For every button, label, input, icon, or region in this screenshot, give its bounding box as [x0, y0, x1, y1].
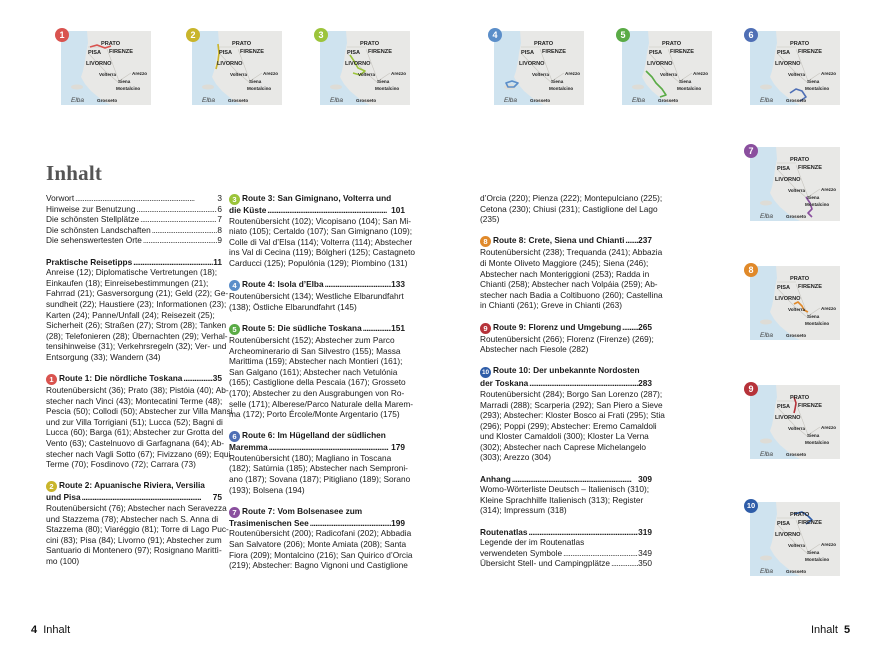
section-body	[46, 267, 229, 362]
toc-route-7	[229, 505, 413, 571]
toc-entry[interactable]: Übersicht Stell- und Campingplätze . . . 350	[480, 558, 652, 569]
route-map-badge: 3	[314, 28, 328, 42]
map-label-livorno: LIVORNO	[775, 415, 801, 421]
toc-route-heading[interactable]: 7 Route 7: Vom Bolsenasee zum	[229, 506, 405, 518]
toc-route-heading-cont[interactable]: Maremma . . . 179	[229, 442, 405, 453]
map-label-volterra: Volterra	[788, 426, 806, 431]
toc-text-line: mo (100)	[46, 556, 80, 566]
map-label-firenze: FIRENZE	[798, 403, 822, 409]
map-label-volterra: Volterra	[788, 307, 806, 312]
route-map-badge: 2	[186, 28, 200, 42]
toc-text-line: ma (172); Porto Ércole/Monte Argentario (175)	[229, 409, 400, 420]
elba-island	[330, 85, 342, 90]
route-map-2	[192, 31, 282, 105]
toc-route-7-continued	[480, 193, 663, 225]
section-body	[229, 291, 405, 312]
toc-column-1	[46, 193, 233, 577]
map-label-montalcino: Montalcino	[805, 86, 830, 91]
route-map-5	[622, 31, 712, 105]
toc-text-line: (219); Abstecher: Bagno Vignoni und Castiglione	[229, 560, 408, 571]
toc-text-line: stecher nach Vagli Sotto (67); Fivizzano (69); Equi	[46, 448, 231, 459]
toc-text-line: ins Val di Cecina (119); Bólgheri (125); Castagneto	[229, 247, 416, 258]
toc-route-heading[interactable]: 3 Route 3: San Gimignano, Volterra und	[229, 193, 405, 205]
route-number-badge: 6	[229, 431, 240, 442]
toc-route-heading[interactable]: 10 Route 10: Der unbekannte Nordosten	[481, 365, 640, 377]
map-label-grosseto: Grosseto	[658, 98, 679, 103]
toc-text-line: Routenübersicht (180); Magliano in Toscana	[229, 452, 392, 463]
map-label-pisa: PISA	[219, 50, 233, 56]
toc-routenatlas	[480, 527, 652, 569]
map-label-firenze: FIRENZE	[670, 49, 694, 55]
toc-entry[interactable]: Hinweise zur Benutzung . . . 6	[46, 204, 222, 215]
page-number: 5	[844, 624, 851, 636]
map-label-firenze: FIRENZE	[798, 520, 822, 526]
map-label-elba: Elba	[504, 97, 518, 104]
route-map-badge: 1	[55, 28, 69, 42]
map-label-livorno: LIVORNO	[647, 61, 673, 67]
map-label-grosseto: Grosseto	[786, 98, 807, 103]
route-number-badge: 7	[229, 507, 240, 518]
map-label-volterra: Volterra	[788, 543, 806, 548]
map-label-firenze: FIRENZE	[798, 49, 822, 55]
section-body	[229, 215, 416, 269]
toc-text-line: (314); Impressum (318)	[480, 505, 567, 516]
toc-route-4	[229, 279, 405, 312]
map-label-firenze: FIRENZE	[798, 284, 822, 290]
map-label-livorno: LIVORNO	[775, 177, 801, 183]
section-body	[480, 334, 652, 355]
map-label-montalcino: Montalcino	[805, 202, 830, 207]
toc-praktische-reisetipps	[46, 256, 229, 363]
toc-route-6	[229, 430, 411, 495]
section-body	[229, 334, 413, 420]
map-label-prato: PRATO	[790, 276, 810, 282]
map-label-siena: Siena	[807, 433, 820, 438]
map-label-arezzo: Arezzo	[132, 71, 148, 76]
section-body	[229, 528, 413, 571]
toc-text-line: Routenübersicht (134); Westliche Elbarundfahrt	[229, 291, 404, 302]
toc-text-line: Routenübersicht (200); Radicofani (202); Abbadia	[229, 528, 412, 539]
route-map-4	[494, 31, 584, 105]
toc-text-line: San Galgano (161); Abstecher nach Vetulónia	[229, 366, 398, 377]
map-label-montalcino: Montalcino	[805, 321, 830, 326]
map-label-grosseto: Grosseto	[356, 98, 377, 103]
map-label-pisa: PISA	[649, 50, 663, 56]
toc-text-line: Marradi (288); Scarperia (292); San Piero a Sieve	[480, 399, 663, 410]
map-label-elba: Elba	[760, 332, 774, 339]
toc-text-line: cini (83); Pisa (84); Livorno (91); Abstecher zum	[46, 534, 222, 545]
route-number-badge: 4	[229, 280, 240, 291]
map-label-firenze: FIRENZE	[542, 49, 566, 55]
elba-island	[760, 201, 772, 206]
toc-text-line: Colle di Val d’Elsa (114); Volterra (114); Abstecher	[229, 236, 413, 247]
toc-text-line: (293); Abstecher: Kloster Bosco ai Frati (295); Stia	[480, 410, 665, 421]
toc-entry[interactable]: Die schönsten Landschaften . . . 8	[46, 225, 222, 236]
toc-text-line: d’Orcia (220); Pienza (222); Montepulciano (225);	[480, 193, 663, 203]
map-label-siena: Siena	[807, 79, 820, 84]
toc-route-heading[interactable]: 6 Route 6: Im Hügelland der südlichen	[229, 430, 405, 442]
toc-route-3	[229, 193, 416, 269]
map-label-firenze: FIRENZE	[368, 49, 392, 55]
section-body	[480, 247, 663, 311]
toc-text-line: (138); Östliche Elbarundfahrt (145)	[229, 301, 357, 312]
toc-route-2	[46, 480, 229, 566]
map-label-livorno: LIVORNO	[775, 532, 801, 538]
map-label-arezzo: Arezzo	[693, 71, 709, 76]
toc-route-10	[480, 365, 665, 463]
toc-route-heading[interactable]: 1 Route 1: Die nördliche Toskana . . . 35	[46, 373, 222, 385]
toc-route-heading-cont[interactable]: der Toskana . . . 283	[480, 378, 652, 389]
route-number-badge: 10	[481, 369, 490, 377]
toc-text-line: Entsorgung (33); Wandern (34)	[46, 351, 161, 362]
map-label-elba: Elba	[760, 451, 774, 458]
toc-text-line: ano (187); Sovana (187); Pitigliano (189); Sorano	[229, 474, 411, 485]
map-label-volterra: Volterra	[230, 72, 248, 77]
toc-route-9	[480, 322, 652, 355]
map-label-elba: Elba	[632, 97, 646, 104]
route-map-badge: 8	[744, 263, 758, 277]
toc-text-line: sundheit (22); Haustiere (23); Informationen (23);	[46, 298, 227, 309]
route-number-badge: 2	[46, 481, 57, 492]
map-label-firenze: FIRENZE	[109, 49, 133, 55]
map-label-montalcino: Montalcino	[805, 440, 830, 445]
toc-text-line: Routenübersicht (238); Trequanda (241); Abbazia	[480, 247, 663, 258]
toc-route-heading[interactable]: 9 Route 9: Florenz und Umgebung . . . 265	[480, 322, 652, 334]
route-map-1	[61, 31, 151, 105]
map-label-arezzo: Arezzo	[821, 71, 837, 76]
map-label-pisa: PISA	[347, 50, 361, 56]
map-label-siena: Siena	[679, 79, 692, 84]
map-label-arezzo: Arezzo	[821, 306, 837, 311]
page-number: 4	[31, 624, 38, 636]
toc-line: Legende der im Routenatlas	[480, 537, 585, 548]
map-label-pisa: PISA	[521, 50, 535, 56]
toc-section-heading[interactable]: Routenatlas . . . 319	[480, 527, 652, 538]
map-label-siena: Siena	[118, 79, 131, 84]
toc-text-line: niato (105); Certaldo (107); San Gimignano (109);	[229, 226, 413, 237]
map-label-volterra: Volterra	[660, 72, 678, 77]
toc-route-heading[interactable]: 2 Route 2: Apuanische Riviera, Versilia	[46, 480, 222, 492]
map-label-grosseto: Grosseto	[530, 98, 551, 103]
map-label-volterra: Volterra	[99, 72, 117, 77]
map-label-grosseto: Grosseto	[786, 214, 807, 219]
toc-text-line: Lucca (60); Barga (61); Abstecher zur Grotta del	[46, 427, 224, 438]
route-map-badge: 5	[616, 28, 630, 42]
map-label-livorno: LIVORNO	[775, 296, 801, 302]
toc-text-line: Abstecher nach Fiesole (282)	[480, 344, 589, 355]
route-map-7	[750, 147, 840, 221]
route-number-badge: 1	[46, 374, 57, 385]
toc-text-line: (302); Abstecher nach Caprese Michelangelo	[480, 441, 647, 452]
toc-section-heading[interactable]: Praktische Reisetipps . . . 11	[46, 257, 222, 268]
toc-text-line: Carducci (125); Populónia (129); Piombino (131)	[229, 257, 408, 268]
elba-island	[71, 85, 83, 90]
toc-text-line: selle (171); Alberese/Parco Naturale della Marem-	[229, 398, 413, 409]
map-label-elba: Elba	[760, 568, 774, 575]
toc-route-heading-cont[interactable]: und Pisa . . . 75	[46, 492, 222, 503]
route-map-badge: 7	[744, 144, 758, 158]
route-map-3	[320, 31, 410, 105]
toc-text-line: (170); Abstecher zu den Ausgrabungen von Ro-	[229, 387, 405, 398]
map-label-firenze: FIRENZE	[798, 165, 822, 171]
map-label-prato: PRATO	[534, 41, 554, 47]
route-number-badge: 9	[480, 323, 491, 334]
toc-route-heading[interactable]: 5 Route 5: Die südliche Toskana . . . 151	[229, 323, 405, 335]
toc-text-line: Chianti (258); Abstecher nach Volpáia (259); Ab-	[480, 279, 658, 290]
section-body	[229, 452, 411, 495]
toc-text-line: Cetona (230); Chiusi (231); Castiglione del Lago	[480, 203, 658, 214]
toc-text-line: Archeominerario di San Silvestro (155); Massa	[229, 345, 401, 356]
toc-text-line: Pescia (50); Collodi (50); Abstecher zur Villa Mansi	[46, 406, 233, 417]
map-label-pisa: PISA	[777, 166, 791, 172]
map-label-pisa: PISA	[88, 50, 102, 56]
map-label-arezzo: Arezzo	[821, 542, 837, 547]
map-label-grosseto: Grosseto	[786, 333, 807, 338]
map-label-grosseto: Grosseto	[228, 98, 249, 103]
toc-text-line: tensihinweise (31); Verkehrsregeln (32); Ver- und	[46, 341, 227, 352]
elba-island	[202, 85, 214, 90]
map-label-prato: PRATO	[790, 157, 810, 163]
toc-route-heading-cont[interactable]: Trasimenischen See . . . 199	[229, 518, 405, 529]
map-label-montalcino: Montalcino	[247, 86, 272, 91]
toc-text-line: und Kloster Camaldoli (300); Kloster La Verna	[480, 431, 649, 442]
map-label-livorno: LIVORNO	[519, 61, 545, 67]
map-label-arezzo: Arezzo	[821, 187, 837, 192]
toc-text-line: Fahrrad (21); Gasversorgung (21); Geld (22); Ge-	[46, 288, 229, 299]
toc-text-line: (193); Bolsena (194)	[229, 484, 305, 495]
map-label-prato: PRATO	[662, 41, 682, 47]
map-label-siena: Siena	[249, 79, 262, 84]
toc-route-8	[480, 235, 663, 311]
toc-text-line: Einkaufen (18); Einreisebestimmungen (21);	[46, 277, 209, 288]
toc-entry[interactable]: verwendeten Symbole . . . 349	[480, 548, 652, 559]
toc-route-5	[229, 322, 413, 420]
map-label-volterra: Volterra	[788, 72, 806, 77]
elba-island	[760, 556, 772, 561]
toc-text-line: Anreise (12); Diplomatische Vertretungen (18);	[46, 267, 218, 278]
map-label-montalcino: Montalcino	[375, 86, 400, 91]
map-label-arezzo: Arezzo	[391, 71, 407, 76]
toc-route-1	[46, 373, 233, 470]
toc-text-line: Routenübersicht (102); Vicopisano (104); San Mi-	[229, 215, 412, 226]
elba-island	[760, 85, 772, 90]
map-label-pisa: PISA	[777, 521, 791, 527]
page-title: Inhalt	[46, 161, 103, 185]
route-map-9	[750, 385, 840, 459]
map-label-elba: Elba	[202, 97, 216, 104]
section-body	[46, 503, 229, 567]
section-body	[46, 385, 233, 470]
map-label-siena: Siena	[807, 314, 820, 319]
toc-text-line: Abstecher nach Monteriggioni (253); Radda in	[480, 268, 650, 279]
map-label-prato: PRATO	[790, 41, 810, 47]
map-label-montalcino: Montalcino	[549, 86, 574, 91]
map-label-siena: Siena	[807, 550, 820, 555]
toc-text-line: stecher nach Vinci (43); Montecatini Terme (48);	[46, 395, 223, 406]
toc-text-line: (296); Poppi (299); Abstecher: Eremo Camaldoli	[480, 420, 657, 431]
toc-text-line: und zur Villa Torrigiani (51); Lucca (52); Bagni di	[46, 416, 223, 427]
toc-text-line: Sicherheit (26); Straßen (27); Strom (28); Tanken	[46, 320, 227, 331]
route-number-badge: 5	[229, 324, 240, 335]
map-label-pisa: PISA	[777, 404, 791, 410]
map-label-prato: PRATO	[790, 395, 810, 401]
toc-section-heading[interactable]: Anhang . . . 309	[480, 474, 652, 485]
route-map-badge: 4	[488, 28, 502, 42]
toc-text-line: stecher nach Badia a Coltibuono (260); Castellina	[480, 289, 663, 300]
map-label-grosseto: Grosseto	[97, 98, 118, 103]
toc-text-line: in Chianti (261); Greve in Chianti (263)	[480, 300, 623, 311]
toc-text-line: (182); Satúrnia (185); Abstecher nach Semproni-	[229, 463, 408, 474]
map-label-siena: Siena	[377, 79, 390, 84]
toc-text-line: Terme (70); Fosdinovo (72); Carrara (73)	[46, 459, 196, 470]
route-map-10	[750, 502, 840, 576]
toc-route-heading[interactable]: 4 Route 4: Isola d’Elba . . . 133	[229, 279, 405, 291]
toc-text-line: Routenübersicht (152); Abstecher zum Parco	[229, 334, 395, 345]
map-label-arezzo: Arezzo	[821, 425, 837, 430]
route-map-badge: 6	[744, 28, 758, 42]
map-label-volterra: Volterra	[788, 188, 806, 193]
route-map-badge: 10	[744, 499, 758, 513]
footer-left	[31, 624, 70, 636]
map-label-arezzo: Arezzo	[565, 71, 581, 76]
route-map-8	[750, 266, 840, 340]
map-label-elba: Elba	[760, 97, 774, 104]
toc-text-line: Karten (24); Panne/Unfall (24); Reisezeit (25);	[46, 309, 215, 320]
toc-text-line: (303); Arezzo (304)	[480, 452, 552, 463]
map-label-siena: Siena	[551, 79, 564, 84]
map-label-livorno: LIVORNO	[86, 61, 112, 67]
map-label-elba: Elba	[760, 213, 774, 220]
toc-text-line: Marittima (159); Abstecher nach Montieri (161);	[229, 356, 403, 367]
footer-label: Inhalt	[43, 624, 71, 636]
map-label-elba: Elba	[71, 97, 85, 104]
toc-entry[interactable]: Vorwort . . . 3	[46, 193, 222, 204]
route-map-badge: 9	[744, 382, 758, 396]
map-label-prato: PRATO	[101, 41, 121, 47]
toc-text-line: (235)	[480, 214, 500, 225]
toc-text-line: Santuario di Montenero (97); Rosignano Marittì-	[46, 545, 222, 556]
footer-label: Inhalt	[811, 624, 838, 636]
map-label-prato: PRATO	[790, 512, 810, 518]
section-body	[480, 193, 663, 225]
toc-text-line: Routenübersicht (76); Abstecher nach Seravezza	[46, 503, 227, 514]
toc-anhang	[480, 474, 652, 516]
elba-island	[760, 439, 772, 444]
map-label-firenze: FIRENZE	[240, 49, 264, 55]
toc-text-line: Routenübersicht (266); Florenz (Firenze) (269);	[480, 333, 654, 344]
toc-text-line: (28); Telefonieren (28); Übernachten (29); Verhal-	[46, 330, 228, 341]
map-label-arezzo: Arezzo	[263, 71, 279, 76]
toc-text-line: San Salvatore (206); Monte Amiata (208); Santa	[229, 539, 407, 550]
map-label-montalcino: Montalcino	[805, 557, 830, 562]
toc-text-line: Routenübersicht (284); Borgo San Lorenzo (287);	[480, 388, 663, 399]
toc-route-heading-cont[interactable]: die Küste . . . 101	[229, 205, 405, 216]
toc-text-line: Stazzema (80); Viaréggio (81); Torre di Lago Puc-	[46, 524, 229, 535]
map-label-livorno: LIVORNO	[345, 61, 371, 67]
footer-right	[811, 624, 850, 636]
toc-column-3	[480, 193, 665, 580]
toc-text-line: und Stazzema (78); Abstecher nach S. Anna di	[46, 513, 219, 524]
map-label-grosseto: Grosseto	[786, 452, 807, 457]
route-number-badge: 8	[480, 236, 491, 247]
map-label-volterra: Volterra	[532, 72, 550, 77]
map-label-livorno: LIVORNO	[775, 61, 801, 67]
map-label-grosseto: Grosseto	[786, 569, 807, 574]
section-body	[480, 484, 652, 516]
toc-intro	[46, 193, 222, 246]
toc-entry[interactable]: Die schönsten Stellplätze . . . 7	[46, 214, 222, 225]
map-label-elba: Elba	[330, 97, 344, 104]
elba-island	[632, 85, 644, 90]
map-label-prato: PRATO	[232, 41, 252, 47]
map-label-pisa: PISA	[777, 50, 791, 56]
map-label-pisa: PISA	[777, 285, 791, 291]
toc-text-line: Fiora (209); Montalcino (216); San Quirico d’Orcia	[229, 549, 413, 560]
toc-entry[interactable]: Die sehenswertesten Orte . . . 9	[46, 235, 222, 246]
map-label-montalcino: Montalcino	[116, 86, 141, 91]
map-label-livorno: LIVORNO	[217, 61, 243, 67]
toc-route-heading[interactable]: 8 Route 8: Crete, Siena und Chianti . . . 237	[480, 235, 652, 247]
map-label-siena: Siena	[807, 195, 820, 200]
route-number-badge: 3	[229, 194, 240, 205]
elba-island	[760, 320, 772, 325]
map-label-volterra: Volterra	[358, 72, 376, 77]
toc-column-2	[229, 193, 416, 581]
map-label-prato: PRATO	[360, 41, 380, 47]
toc-text-line: di Monte Oliveto Maggiore (245); Siena (246);	[480, 257, 649, 268]
toc-text-line: Kleine Sprachhilfe Italienisch (313); Register	[480, 494, 644, 505]
toc-text-line: (165); Castiglione della Pescaia (167); Grosseto	[229, 377, 406, 388]
toc-text-line: Womo-Wörterliste Deutsch – Italienisch (310);	[480, 484, 650, 495]
map-label-montalcino: Montalcino	[677, 86, 702, 91]
route-map-6	[750, 31, 840, 105]
section-body	[480, 388, 665, 463]
toc-text-line: Routenübersicht (36); Prato (38); Pistóia (40); Ab-	[46, 385, 229, 396]
toc-text-line: Vento (63); Castelnuovo di Garfagnana (64); Ab-	[46, 438, 225, 449]
